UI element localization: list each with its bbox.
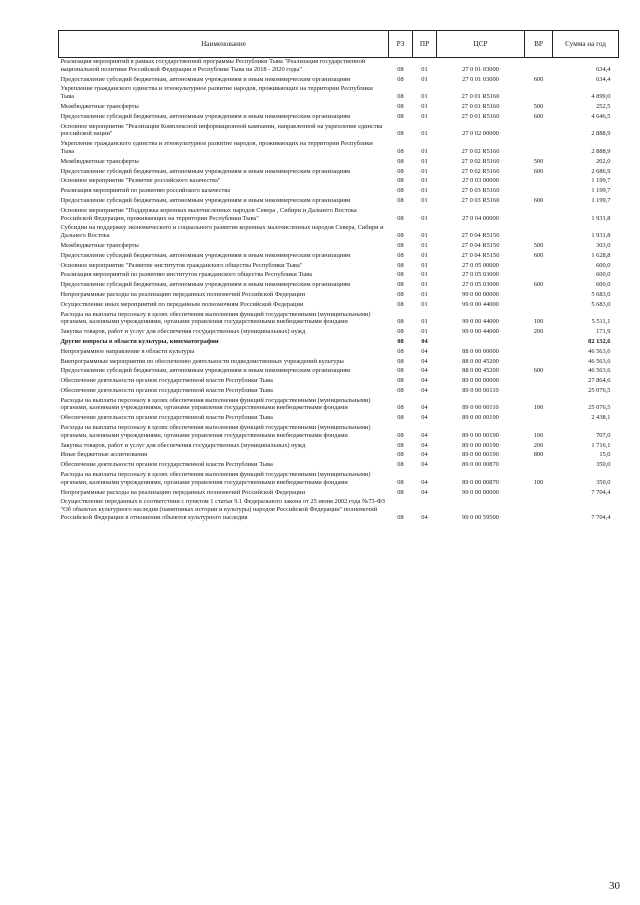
row-name: Предоставление субсидий бюджетным, автономным учреждениям и иным некоммерческим организациям: [60, 251, 351, 259]
row-sum: 7 704,4: [591, 488, 611, 496]
row-rz: 08: [397, 461, 404, 469]
row-pr: 01: [421, 251, 428, 259]
row-pr: 01: [421, 328, 428, 336]
row-vr: [525, 338, 553, 348]
row-vr: [525, 207, 553, 225]
row-name: Другие вопросы в области культуры, кинематографии: [60, 337, 219, 345]
row-name: Межбюджетные трансферты: [60, 157, 139, 165]
row-csr: [437, 338, 525, 348]
row-pr: 01: [421, 102, 428, 110]
table-row: [59, 197, 619, 207]
row-csr: 88 0 00 45200: [462, 367, 499, 375]
row-pr: 04: [421, 414, 428, 422]
row-pr: 01: [421, 187, 428, 195]
row-sum: 1 931,8: [591, 232, 611, 240]
row-name: Осуществление переданных в соответствии с пунктом 1 статьи 9.1 Федерального закона от 25 июня 2002 года №73-ФЗ "Об объектах культурного наследия (памятниках истории и культуры) народов Российской Федерации" полномочий Российской Федерации в отношении объектов культурного наследия: [60, 498, 385, 522]
row-rz: 08: [397, 290, 404, 298]
table-row: [59, 424, 619, 442]
row-name: Обеспечение деятельности органов государственной власти Республики Тыва: [60, 414, 273, 422]
row-rz: 08: [397, 112, 404, 120]
row-csr: 99 0 00 44000: [462, 300, 499, 308]
row-name: Расходы на выплаты персоналу в целях обеспечения выполнения функций государственными (муниципальными) органами, казенными учреждениями, органами управления государственными внебюджетными фондами: [60, 310, 371, 326]
row-vr: 100: [533, 431, 544, 439]
row-csr: 88 0 00 00000: [462, 347, 499, 355]
row-rz: 08: [397, 414, 404, 422]
header-name: Наименование: [59, 31, 389, 58]
row-pr: 01: [421, 261, 428, 269]
row-csr: 99 0 00 44000: [462, 328, 499, 336]
row-vr: [525, 123, 553, 141]
row-vr: 600: [533, 75, 544, 83]
row-csr: 99 0 00 00000: [462, 290, 499, 298]
row-csr: 99 0 00 44000: [462, 318, 499, 326]
row-csr: 27 0 02 00000: [462, 130, 499, 138]
row-rz: 08: [397, 241, 404, 249]
row-vr: [525, 58, 553, 76]
row-sum: 202,0: [596, 157, 611, 165]
table-row: [59, 291, 619, 301]
table-row: [59, 377, 619, 387]
row-sum: 600,0: [596, 261, 611, 269]
row-pr: 01: [421, 271, 428, 279]
row-rz: 08: [397, 328, 404, 336]
row-rz: 08: [397, 177, 404, 185]
row-vr: 600: [533, 112, 544, 120]
row-name: Предоставление субсидий бюджетным, автономным учреждениям и иным некоммерческим организациям: [60, 367, 351, 375]
row-name: Непрограммное направление в области культуры: [60, 347, 195, 355]
table-row: [59, 348, 619, 358]
table-header-row: [59, 31, 619, 58]
row-sum: 5 683,0: [591, 300, 611, 308]
row-vr: [525, 377, 553, 387]
row-rz: 08: [397, 93, 404, 101]
row-sum: 350,0: [596, 478, 611, 486]
row-vr: 100: [533, 478, 544, 486]
row-sum: 2 686,9: [591, 167, 611, 175]
row-vr: [525, 461, 553, 471]
row-sum: 303,0: [596, 241, 611, 249]
row-sum: 1 628,8: [591, 251, 611, 259]
row-csr: 27 0 01 R5160: [461, 102, 500, 110]
table-row: [59, 76, 619, 86]
row-pr: 04: [421, 441, 428, 449]
row-rz: 08: [397, 451, 404, 459]
row-name: Реализация мероприятий в рамках государственной программы Республики Тыва "Реализация государственной национальной политики Российской Федерации в Республике Тыва на 2018 - 2020 годы": [60, 58, 366, 73]
row-pr: 01: [421, 318, 428, 326]
row-pr: 04: [421, 377, 428, 385]
row-rz: 08: [397, 75, 404, 83]
table-row: [59, 498, 619, 523]
row-rz: 08: [397, 130, 404, 138]
header-sum: Сумма на год: [553, 31, 619, 58]
row-name: Внепрограммные мероприятия по обеспечению деятельности подведомственных учреждений культуры: [60, 357, 344, 365]
header-csr: ЦСР: [437, 31, 525, 58]
row-pr: 04: [421, 404, 428, 412]
row-vr: [525, 358, 553, 368]
table-row: [59, 442, 619, 452]
row-pr: 04: [421, 347, 428, 355]
row-vr: 600: [533, 167, 544, 175]
row-pr: 01: [421, 196, 428, 204]
row-vr: [525, 348, 553, 358]
row-sum: 27 864,6: [588, 377, 611, 385]
row-csr: 99 0 00 00000: [462, 488, 499, 496]
table-row: [59, 311, 619, 329]
row-pr: 01: [421, 281, 428, 289]
row-vr: [525, 498, 553, 523]
row-sum: 634,4: [596, 65, 611, 73]
table-row: [59, 140, 619, 158]
table-row: [59, 177, 619, 187]
row-csr: 27 0 01 03000: [462, 75, 499, 83]
table-row: [59, 242, 619, 252]
row-csr: 99 0 00 59500: [462, 514, 499, 522]
row-rz: 08: [397, 271, 404, 279]
row-pr: 01: [421, 232, 428, 240]
row-csr: 27 0 04 R5150: [461, 241, 500, 249]
row-name: Обеспечение деятельности органов государственной власти Республики Тыва: [60, 377, 273, 385]
table-row: [59, 281, 619, 291]
row-pr: 04: [421, 514, 428, 522]
row-vr: [525, 85, 553, 103]
row-rz: 08: [397, 367, 404, 375]
row-vr: [525, 271, 553, 281]
table-row: [59, 187, 619, 197]
table-row: [59, 113, 619, 123]
row-name: Межбюджетные трансферты: [60, 102, 139, 110]
row-name: Основное мероприятие "Развитие институтов гражданского общества Республики Тыва": [60, 261, 303, 269]
row-sum: 2 888,9: [591, 147, 611, 155]
row-rz: 08: [397, 196, 404, 204]
row-vr: [525, 414, 553, 424]
row-vr: 500: [533, 157, 544, 165]
row-sum: 350,0: [596, 461, 611, 469]
row-pr: 01: [421, 290, 428, 298]
row-pr: 01: [421, 167, 428, 175]
row-rz: 08: [397, 157, 404, 165]
header-pr: ПР: [413, 31, 437, 58]
row-sum: 171,9: [596, 328, 611, 336]
table-row: [59, 397, 619, 415]
row-name: Расходы на выплаты персоналу в целях обеспечения выполнения функций государственными (муниципальными) органами, казенными учреждениями, органами управления государственными внебюджетными фондами: [60, 396, 371, 412]
table-row: [59, 338, 619, 348]
row-vr: 600: [533, 281, 544, 289]
row-vr: 500: [533, 102, 544, 110]
page-number: 30: [609, 880, 620, 892]
row-csr: 27 0 04 R5150: [461, 232, 500, 240]
row-rz: 08: [397, 337, 404, 345]
table-row: [59, 451, 619, 461]
row-vr: [525, 177, 553, 187]
row-vr: 600: [533, 367, 544, 375]
row-sum: 1 931,8: [591, 214, 611, 222]
row-name: Обеспечение деятельности органов государственной власти Республики Тыва: [60, 461, 273, 469]
row-name: Субсидии на поддержку экономического и социального развития коренных малочисленных народов Севера, Сибири и Дальнего Востока: [60, 224, 384, 240]
row-name: Предоставление субсидий бюджетным, автономным учреждениям и иным некоммерческим организациям: [60, 75, 351, 83]
table-row: [59, 387, 619, 397]
row-sum: 15,0: [599, 451, 611, 459]
row-rz: 08: [397, 300, 404, 308]
row-vr: 200: [533, 441, 544, 449]
table-row: [59, 358, 619, 368]
row-csr: 27 0 02 R5160: [461, 167, 500, 175]
row-pr: 01: [421, 177, 428, 185]
row-sum: 82 132,6: [588, 337, 611, 345]
row-rz: 08: [397, 386, 404, 394]
row-name: Закупка товаров, работ и услуг для обеспечения государственных (муниципальных) нужд: [60, 441, 306, 449]
table-row: [59, 271, 619, 281]
row-csr: 27 0 03 R5160: [461, 196, 500, 204]
table-row: [59, 262, 619, 272]
row-csr: 27 0 05 03000: [462, 281, 499, 289]
row-pr: 04: [421, 386, 428, 394]
row-csr: 89 0 00 00870: [462, 478, 499, 486]
row-csr: 89 0 00 00190: [462, 451, 499, 459]
row-name: Межбюджетные трансферты: [60, 241, 139, 249]
row-pr: 04: [421, 451, 428, 459]
row-sum: 634,4: [596, 75, 611, 83]
row-name: Реализация мероприятий по развитию российского казачества: [60, 187, 231, 195]
row-vr: [525, 262, 553, 272]
row-csr: 27 0 01 03000: [462, 65, 499, 73]
row-sum: 252,5: [596, 102, 611, 110]
row-name: Расходы на выплаты персоналу в целях обеспечения выполнения функций государственными (муниципальными) органами, казенными учреждениями, органами управления государственными внебюджетными фондами: [60, 471, 371, 486]
row-csr: 89 0 00 00110: [462, 386, 499, 394]
row-pr: 01: [421, 65, 428, 73]
row-sum: 600,0: [596, 281, 611, 289]
row-sum: 46 563,6: [588, 347, 611, 355]
row-rz: 08: [397, 514, 404, 522]
row-vr: 600: [533, 196, 544, 204]
row-name: Предоставление субсидий бюджетным, автономным учреждениям и иным некоммерческим организациям: [60, 196, 351, 204]
row-vr: [525, 224, 553, 242]
table-row: [59, 85, 619, 103]
row-rz: 08: [397, 488, 404, 496]
row-csr: 27 0 03 00000: [462, 177, 499, 185]
row-csr: 27 0 03 R5160: [461, 187, 500, 195]
row-csr: 89 0 00 00190: [462, 441, 499, 449]
row-pr: 04: [421, 337, 428, 345]
row-vr: 100: [533, 318, 544, 326]
row-name: Закупка товаров, работ и услуг для обеспечения государственных (муниципальных) нужд: [60, 328, 306, 336]
row-sum: 707,0: [596, 431, 611, 439]
row-pr: 01: [421, 241, 428, 249]
row-vr: [525, 291, 553, 301]
row-rz: 08: [397, 167, 404, 175]
row-vr: 100: [533, 404, 544, 412]
row-pr: 01: [421, 130, 428, 138]
header-rz: РЗ: [389, 31, 413, 58]
row-rz: 08: [397, 232, 404, 240]
row-name: Предоставление субсидий бюджетным, автономным учреждениям и иным некоммерческим организациям: [60, 112, 351, 120]
table-row: [59, 489, 619, 499]
row-vr: [525, 489, 553, 499]
budget-table: [58, 30, 619, 524]
row-name: Укрепление гражданского единства и этнокультурное развитие народов, проживающих на территории Республики Тыва: [60, 140, 373, 155]
table-row: [59, 158, 619, 168]
row-rz: 08: [397, 318, 404, 326]
row-pr: 01: [421, 112, 428, 120]
row-pr: 01: [421, 300, 428, 308]
row-vr: 500: [533, 241, 544, 249]
row-csr: 88 0 00 45200: [462, 357, 499, 365]
row-vr: 200: [533, 328, 544, 336]
row-rz: 08: [397, 102, 404, 110]
row-sum: 46 563,6: [588, 357, 611, 365]
row-sum: 46 563,6: [588, 367, 611, 375]
row-pr: 04: [421, 488, 428, 496]
row-sum: 2 888,9: [591, 130, 611, 138]
row-name: Иные бюджетные ассигнования: [60, 451, 148, 459]
row-csr: 89 0 00 00000: [462, 377, 499, 385]
row-name: Предоставление субсидий бюджетным, автономным учреждениям и иным некоммерческим организациям: [60, 167, 351, 175]
table-row: [59, 461, 619, 471]
row-csr: 89 0 00 00190: [462, 431, 499, 439]
row-csr: 27 0 01 R5160: [461, 112, 500, 120]
table-row: [59, 224, 619, 242]
row-pr: 04: [421, 431, 428, 439]
row-name: Укрепление гражданского единства и этнокультурное развитие народов, проживающих на территории Республики Тыва: [60, 85, 373, 101]
row-rz: 08: [397, 357, 404, 365]
row-rz: 08: [397, 261, 404, 269]
row-pr: 01: [421, 214, 428, 222]
row-name: Основное мероприятие "Реализация Комплексной информационной кампании, направленной на укрепление единства российской нации": [60, 122, 383, 138]
row-pr: 01: [421, 93, 428, 101]
table-row: [59, 123, 619, 141]
row-csr: 89 0 00 00190: [462, 414, 499, 422]
table-row: [59, 471, 619, 489]
row-sum: 1 199,7: [591, 177, 611, 185]
row-csr: 27 0 02 R5160: [461, 157, 500, 165]
row-csr: 27 0 05 03000: [462, 271, 499, 279]
row-pr: 01: [421, 147, 428, 155]
row-name: Расходы на выплаты персоналу в целях обеспечения выполнения функций государственными (муниципальными) органами, казенными учреждениями, органами управления государственными внебюджетными фондами: [60, 424, 371, 439]
row-sum: 4 899,0: [591, 93, 611, 101]
row-name: Обеспечение деятельности органов государственной власти Республики Тыва: [60, 386, 273, 394]
row-csr: 27 0 01 R5160: [461, 93, 500, 101]
row-sum: 1 199,7: [591, 187, 611, 195]
table-row: [59, 367, 619, 377]
row-vr: [525, 387, 553, 397]
row-name: Непрограммные расходы на реализацию переданных полномочий Российской Федерации: [60, 290, 306, 298]
row-sum: 25 076,5: [588, 404, 611, 412]
row-rz: 08: [397, 251, 404, 259]
row-sum: 1 716,1: [591, 441, 611, 449]
row-pr: 01: [421, 157, 428, 165]
row-rz: 08: [397, 65, 404, 73]
row-pr: 04: [421, 461, 428, 469]
table-row: [59, 168, 619, 178]
row-csr: 89 0 00 00110: [462, 404, 499, 412]
row-rz: 08: [397, 187, 404, 195]
row-vr: 600: [533, 251, 544, 259]
row-csr: 27 0 02 R5160: [461, 147, 500, 155]
table-row: [59, 207, 619, 225]
row-csr: 89 0 00 00870: [462, 461, 499, 469]
row-rz: 08: [397, 377, 404, 385]
row-name: Непрограммные расходы на реализацию переданных полномочий Российской Федерации: [60, 488, 306, 496]
row-rz: 08: [397, 431, 404, 439]
row-sum: 5 511,1: [591, 318, 611, 326]
table-row: [59, 414, 619, 424]
row-pr: 01: [421, 75, 428, 83]
row-rz: 08: [397, 147, 404, 155]
row-sum: 4 646,5: [591, 112, 611, 120]
row-vr: 800: [533, 451, 544, 459]
row-pr: 04: [421, 478, 428, 486]
row-name: Основное мероприятие "Развитие российского казачества": [60, 177, 221, 185]
row-sum: 1 199,7: [591, 196, 611, 204]
row-vr: [525, 187, 553, 197]
table-row: [59, 58, 619, 76]
row-sum: 5 683,0: [591, 290, 611, 298]
row-rz: 08: [397, 441, 404, 449]
row-pr: 04: [421, 357, 428, 365]
row-vr: [525, 140, 553, 158]
row-sum: 7 704,4: [591, 514, 611, 522]
row-sum: 600,0: [596, 271, 611, 279]
table-row: [59, 301, 619, 311]
row-name: Реализация мероприятий по развитию институтов гражданского общества Республики Тыва: [60, 271, 313, 279]
row-csr: 27 0 04 00000: [462, 214, 499, 222]
row-rz: 08: [397, 347, 404, 355]
row-sum: 2 438,1: [591, 414, 611, 422]
row-vr: [525, 301, 553, 311]
row-rz: 08: [397, 404, 404, 412]
row-csr: 27 0 05 00000: [462, 261, 499, 269]
row-rz: 08: [397, 214, 404, 222]
row-pr: 04: [421, 367, 428, 375]
table-row: [59, 252, 619, 262]
row-rz: 08: [397, 478, 404, 486]
table-body: [59, 58, 619, 524]
row-name: Основное мероприятие "Поддержка коренных малочисленных народов Севера , Сибири и Дальнего Востока Российской Федерации, проживающих на территории Республики Тыва": [60, 206, 357, 222]
row-sum: 25 076,5: [588, 386, 611, 394]
table-row: [59, 103, 619, 113]
row-rz: 08: [397, 281, 404, 289]
row-csr: 27 0 04 R5150: [461, 251, 500, 259]
row-name: Предоставление субсидий бюджетным, автономным учреждениям и иным некоммерческим организациям: [60, 281, 351, 289]
row-name: Осуществление иных мероприятий по переданным полномочиям Российской Федерации: [60, 300, 304, 308]
header-vr: ВР: [525, 31, 553, 58]
table-row: [59, 328, 619, 338]
